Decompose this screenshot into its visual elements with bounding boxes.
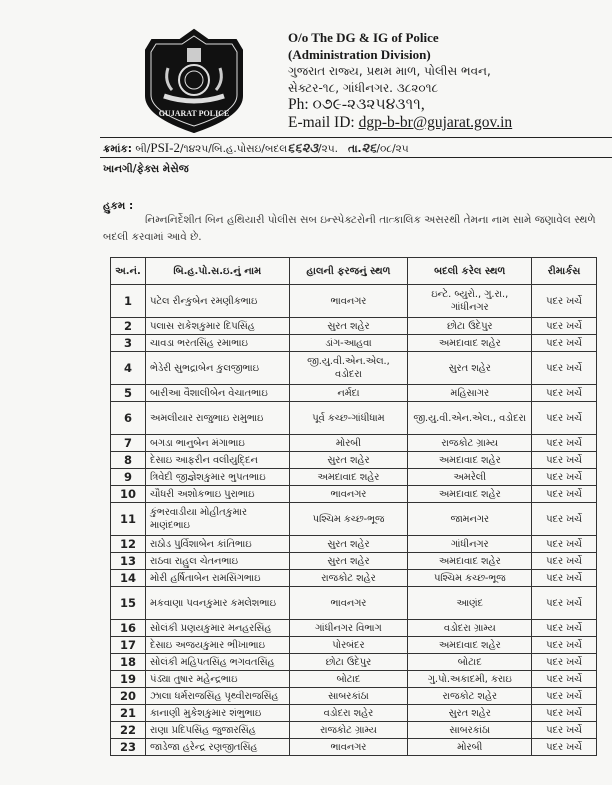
cell-remarks: પદર ખર્ચે	[532, 536, 597, 553]
cell-current-posting: ભાવનગર	[289, 739, 408, 756]
cell-remarks: પદર ખર્ચે	[532, 435, 597, 452]
cell-current-posting: રાજકોટ શહેર	[289, 570, 408, 587]
address-line-2: સેક્ટર-૧૮, ગાંધીનગર. ૩૮૨૦૧૮	[288, 80, 439, 95]
cell-current-posting: પશ્ચિમ કચ્છ-ભૂજ	[289, 503, 408, 536]
table-header-row	[111, 258, 597, 285]
cell-officer-name: પલાસ રાકેશકુમાર દિપસિંહ	[145, 318, 289, 335]
cell-remarks: પદર ખર્ચે	[532, 452, 597, 469]
cell-transfer-posting: મોરબી	[408, 739, 532, 756]
cell-officer-name: ભેડેરી સુભદ્રાબેન કુલજીભાઇ	[145, 352, 289, 385]
cell-officer-name: રાણા પ્રદિપસિંહ જુજારસિંહ	[145, 722, 289, 739]
date-handwritten-day: ૨૬	[361, 141, 377, 156]
cell-current-posting: જી.યુ.વી.એન.એલ., વડોદરા	[289, 352, 408, 385]
reference-divider	[100, 157, 612, 158]
reference-prefix: બી/	[135, 143, 151, 155]
cell-officer-name: બારીઆ વૈશાલીબેન વેચાતભાઇ	[145, 385, 289, 402]
table-row	[111, 620, 597, 637]
cell-transfer-posting: ગુ.પો.અકાદમી, કરાઇ	[408, 671, 532, 688]
table-row	[111, 435, 597, 452]
table-row	[111, 335, 597, 352]
cell-officer-name: કુંભરવાડીયા મોહીતકુમાર માણંદભાઇ	[145, 503, 289, 536]
cell-current-posting: મોરબી	[289, 435, 408, 452]
order-paragraph	[103, 212, 608, 246]
table-row	[111, 452, 597, 469]
table-row	[111, 536, 597, 553]
cell-sr-no: 4	[111, 352, 146, 385]
table-row	[111, 553, 597, 570]
cell-sr-no: 12	[111, 536, 146, 553]
cell-remarks: પદર ખર્ચે	[532, 688, 597, 705]
cell-sr-no: 8	[111, 452, 146, 469]
cell-sr-no: 1	[111, 285, 146, 318]
cell-sr-no: 21	[111, 705, 146, 722]
cell-remarks: પદર ખર્ચે	[532, 637, 597, 654]
cell-sr-no: 22	[111, 722, 146, 739]
cell-remarks: પદર ખર્ચે	[532, 318, 597, 335]
cell-sr-no: 18	[111, 654, 146, 671]
table-row	[111, 318, 597, 335]
cell-current-posting: સુરત શહેર	[289, 536, 408, 553]
cell-remarks: પદર ખર્ચે	[532, 285, 597, 318]
cell-transfer-posting: વડોદરા ગ્રામ્ય	[408, 620, 532, 637]
reference-middle: /૧૪૨૫/બિ.હ.પોસઇ/બદલ	[179, 143, 288, 155]
cell-officer-name: ચૌધરી અશોકભાઇ પુરાભાઇ	[145, 486, 289, 503]
date-rest: /૦૮/૨૫	[376, 143, 409, 155]
cell-current-posting: નર્મદા	[289, 385, 408, 402]
table-row	[111, 654, 597, 671]
table-row	[111, 722, 597, 739]
cell-current-posting: ભાવનગર	[289, 285, 408, 318]
table-row	[111, 705, 597, 722]
table-row	[111, 739, 597, 756]
cell-officer-name: રાઠવા રાહુલ ચેતનભાઇ	[145, 553, 289, 570]
cell-sr-no: 23	[111, 739, 146, 756]
order-text: નિમ્નનિર્દેશીત બિન હથિયારી પોલીસ સબ ઇન્સ્પેક્ટરોની તાત્કાલિક અસરથી તેમના નામ સામે જણાવેલ સ્થળે બદલી કરવામાં આવે છે.	[103, 214, 596, 243]
table-row	[111, 402, 597, 435]
cell-sr-no: 16	[111, 620, 146, 637]
cell-remarks: પદર ખર્ચે	[532, 385, 597, 402]
cell-current-posting: સાબરકાંઠા	[289, 688, 408, 705]
date-label: તા.	[348, 143, 362, 155]
cell-current-posting: પૂર્વ કચ્છ-ગાંધીધામ	[289, 402, 408, 435]
svg-text:GUJARAT POLICE: GUJARAT POLICE	[158, 109, 230, 118]
cell-transfer-posting: અમદાવાદ શહેર	[408, 553, 532, 570]
cell-remarks: પદર ખર્ચે	[532, 352, 597, 385]
cell-remarks: પદર ખર્ચે	[532, 553, 597, 570]
cell-sr-no: 19	[111, 671, 146, 688]
phone-number: Ph: ૦૭૯-૨૩૨૫૪૩૧૧,	[288, 96, 425, 113]
cell-remarks: પદર ખર્ચે	[532, 402, 597, 435]
reference-code: PSI-2	[150, 140, 180, 155]
cell-sr-no: 5	[111, 385, 146, 402]
cell-officer-name: રાઠોડ પુર્વિશાબેન કાંતિભાઇ	[145, 536, 289, 553]
table-row	[111, 352, 597, 385]
cell-remarks: પદર ખર્ચે	[532, 587, 597, 620]
cell-sr-no: 14	[111, 570, 146, 587]
cell-officer-name: સોલંકી પ્રણયકુમાર મનહરસિંહ	[145, 620, 289, 637]
cell-remarks: પદર ખર્ચે	[532, 469, 597, 486]
address-line-1: ગુજરાત રાજ્ય, પ્રથમ માળ, પોલીસ ભવન,	[288, 64, 491, 78]
cell-officer-name: મોરી હર્ષિતાબેન રામસિંગભાઇ	[145, 570, 289, 587]
cell-transfer-posting: અમદાવાદ શહેર	[408, 637, 532, 654]
reference-handwritten-number: ૬૬૨૩	[287, 141, 319, 156]
cell-current-posting: ભાવનગર	[289, 486, 408, 503]
reference-suffix: /૨૫.	[318, 143, 338, 155]
cell-current-posting: ભાવનગર	[289, 587, 408, 620]
cell-officer-name: કાનાણી મુકેશકુમાર શંભુભાઇ	[145, 705, 289, 722]
cell-transfer-posting: અમરેલી	[408, 469, 532, 486]
table-row	[111, 385, 597, 402]
cell-sr-no: 17	[111, 637, 146, 654]
column-header-remarks: રીમાર્કસ	[532, 258, 597, 285]
cell-officer-name: દેસાઇ આફરીન વલીયુદ્દિન	[145, 452, 289, 469]
cell-current-posting: ગાંધીનગર વિભાગ	[289, 620, 408, 637]
cell-officer-name: ત્રિવેદી જીજ્ઞેશકુમાર ભુપતભાઇ	[145, 469, 289, 486]
office-address	[288, 30, 608, 132]
cell-transfer-posting: જામનગર	[408, 503, 532, 536]
cell-current-posting: વડોદરા શહેર	[289, 705, 408, 722]
cell-current-posting: સુરત શહેર	[289, 553, 408, 570]
table-row	[111, 285, 597, 318]
cell-remarks: પદર ખર્ચે	[532, 739, 597, 756]
column-header-sr-no: અ.નં.	[111, 258, 146, 285]
cell-transfer-posting: છોટા ઉદેપુર	[408, 318, 532, 335]
cell-remarks: પદર ખર્ચે	[532, 486, 597, 503]
column-header-name: બિ.હ.પો.સ.ઇ.નું નામ	[145, 258, 289, 285]
cell-transfer-posting: ગાંધીનગર	[408, 536, 532, 553]
email-link[interactable]: dgp-b-br@gujarat.gov.in	[358, 114, 513, 131]
cell-remarks: પદર ખર્ચે	[532, 503, 597, 536]
cell-officer-name: ઝાલા ધર્મરાજસિંહ પૃથ્વીરાજસિંહ	[145, 688, 289, 705]
cell-transfer-posting: અમદાવાદ શહેર	[408, 335, 532, 352]
table-row	[111, 587, 597, 620]
table-row	[111, 503, 597, 536]
transfer-table	[110, 257, 597, 756]
subject-line: ખાનગી/ફેક્સ મેસેજ	[103, 163, 189, 175]
cell-transfer-posting: બોટાદ	[408, 654, 532, 671]
cell-sr-no: 15	[111, 587, 146, 620]
cell-officer-name: પંડ્યા તુષાર મહેન્દ્રભાઇ	[145, 671, 289, 688]
cell-officer-name: અમલીયાર રાજુભાઇ રામુભાઇ	[145, 402, 289, 435]
order-label: હુકમ :	[103, 200, 134, 212]
cell-remarks: પદર ખર્ચે	[532, 671, 597, 688]
cell-transfer-posting: મહિસાગર	[408, 385, 532, 402]
cell-current-posting: રાજકોટ ગ્રામ્ય	[289, 722, 408, 739]
cell-officer-name: સોલંકી મહિપતસિંહ ભગવતસિંહ	[145, 654, 289, 671]
gujarat-police-logo	[124, 26, 264, 134]
cell-sr-no: 3	[111, 335, 146, 352]
cell-transfer-posting: ઇન્ટે. બ્યુરો., ગુ.રા., ગાંધીનગર	[408, 285, 532, 318]
reference-label: ક્રમાંક:	[103, 143, 133, 155]
cell-sr-no: 6	[111, 402, 146, 435]
cell-officer-name: મકવાણા પવનકુમાર કમલેશભાઇ	[145, 587, 289, 620]
cell-remarks: પદર ખર્ચે	[532, 654, 597, 671]
cell-transfer-posting: રાજકોટ ગ્રામ્ય	[408, 435, 532, 452]
email-line	[288, 114, 608, 132]
cell-transfer-posting: સુરત શહેર	[408, 352, 532, 385]
cell-transfer-posting: અમદાવાદ શહેર	[408, 486, 532, 503]
cell-current-posting: છોટા ઉદેપુર	[289, 654, 408, 671]
cell-remarks: પદર ખર્ચે	[532, 705, 597, 722]
cell-remarks: પદર ખર્ચે	[532, 570, 597, 587]
cell-transfer-posting: રાજકોટ શહેર	[408, 688, 532, 705]
column-header-transfer-posting: બદલી કરેલ સ્થળ	[408, 258, 532, 285]
cell-remarks: પદર ખર્ચે	[532, 722, 597, 739]
cell-sr-no: 13	[111, 553, 146, 570]
police-badge-icon	[124, 26, 264, 134]
cell-sr-no: 2	[111, 318, 146, 335]
table-row	[111, 570, 597, 587]
cell-remarks: પદર ખર્ચે	[532, 335, 597, 352]
office-name: O/o The DG & IG of Police	[288, 30, 439, 45]
cell-sr-no: 10	[111, 486, 146, 503]
office-division: (Administration Division)	[288, 46, 431, 62]
table-row	[111, 671, 597, 688]
cell-sr-no: 7	[111, 435, 146, 452]
table-row	[111, 486, 597, 503]
cell-sr-no: 20	[111, 688, 146, 705]
cell-current-posting: સુરત શહેર	[289, 318, 408, 335]
cell-transfer-posting: સાબરકાંઠા	[408, 722, 532, 739]
cell-transfer-posting: આણંદ	[408, 587, 532, 620]
email-label: E-mail ID:	[288, 114, 359, 131]
table-row	[111, 469, 597, 486]
cell-transfer-posting: અમદાવાદ શહેર	[408, 452, 532, 469]
column-header-current-posting: હાલની ફરજનું સ્થળ	[289, 258, 408, 285]
cell-officer-name: બગડા ભાનુબેન મંગાભાઇ	[145, 435, 289, 452]
cell-current-posting: ડાંગ-આહવા	[289, 335, 408, 352]
cell-officer-name: જાડેજા હરેન્દ્ર રણજીતસિંહ	[145, 739, 289, 756]
cell-transfer-posting: સુરત શહેર	[408, 705, 532, 722]
cell-sr-no: 11	[111, 503, 146, 536]
cell-officer-name: દેસાઇ અજયકુમાર ભીખાભાઇ	[145, 637, 289, 654]
cell-officer-name: ચાવડા ભરતસિંહ રમાભાઇ	[145, 335, 289, 352]
cell-transfer-posting: પશ્ચિમ કચ્છ-ભૂજ	[408, 570, 532, 587]
table-row	[111, 688, 597, 705]
cell-current-posting: અમદાવાદ શહેર	[289, 469, 408, 486]
header-divider	[100, 137, 612, 138]
cell-officer-name: પટેલ રીન્કુબેન રમણીકભાઇ	[145, 285, 289, 318]
cell-sr-no: 9	[111, 469, 146, 486]
table-row	[111, 637, 597, 654]
cell-current-posting: પોરબંદર	[289, 637, 408, 654]
reference-number-line	[103, 140, 612, 156]
cell-current-posting: સુરત શહેર	[289, 452, 408, 469]
cell-remarks: પદર ખર્ચે	[532, 620, 597, 637]
cell-transfer-posting: જી.યુ.વી.એન.એલ., વડોદરા	[408, 402, 532, 435]
cell-current-posting: બોટાદ	[289, 671, 408, 688]
